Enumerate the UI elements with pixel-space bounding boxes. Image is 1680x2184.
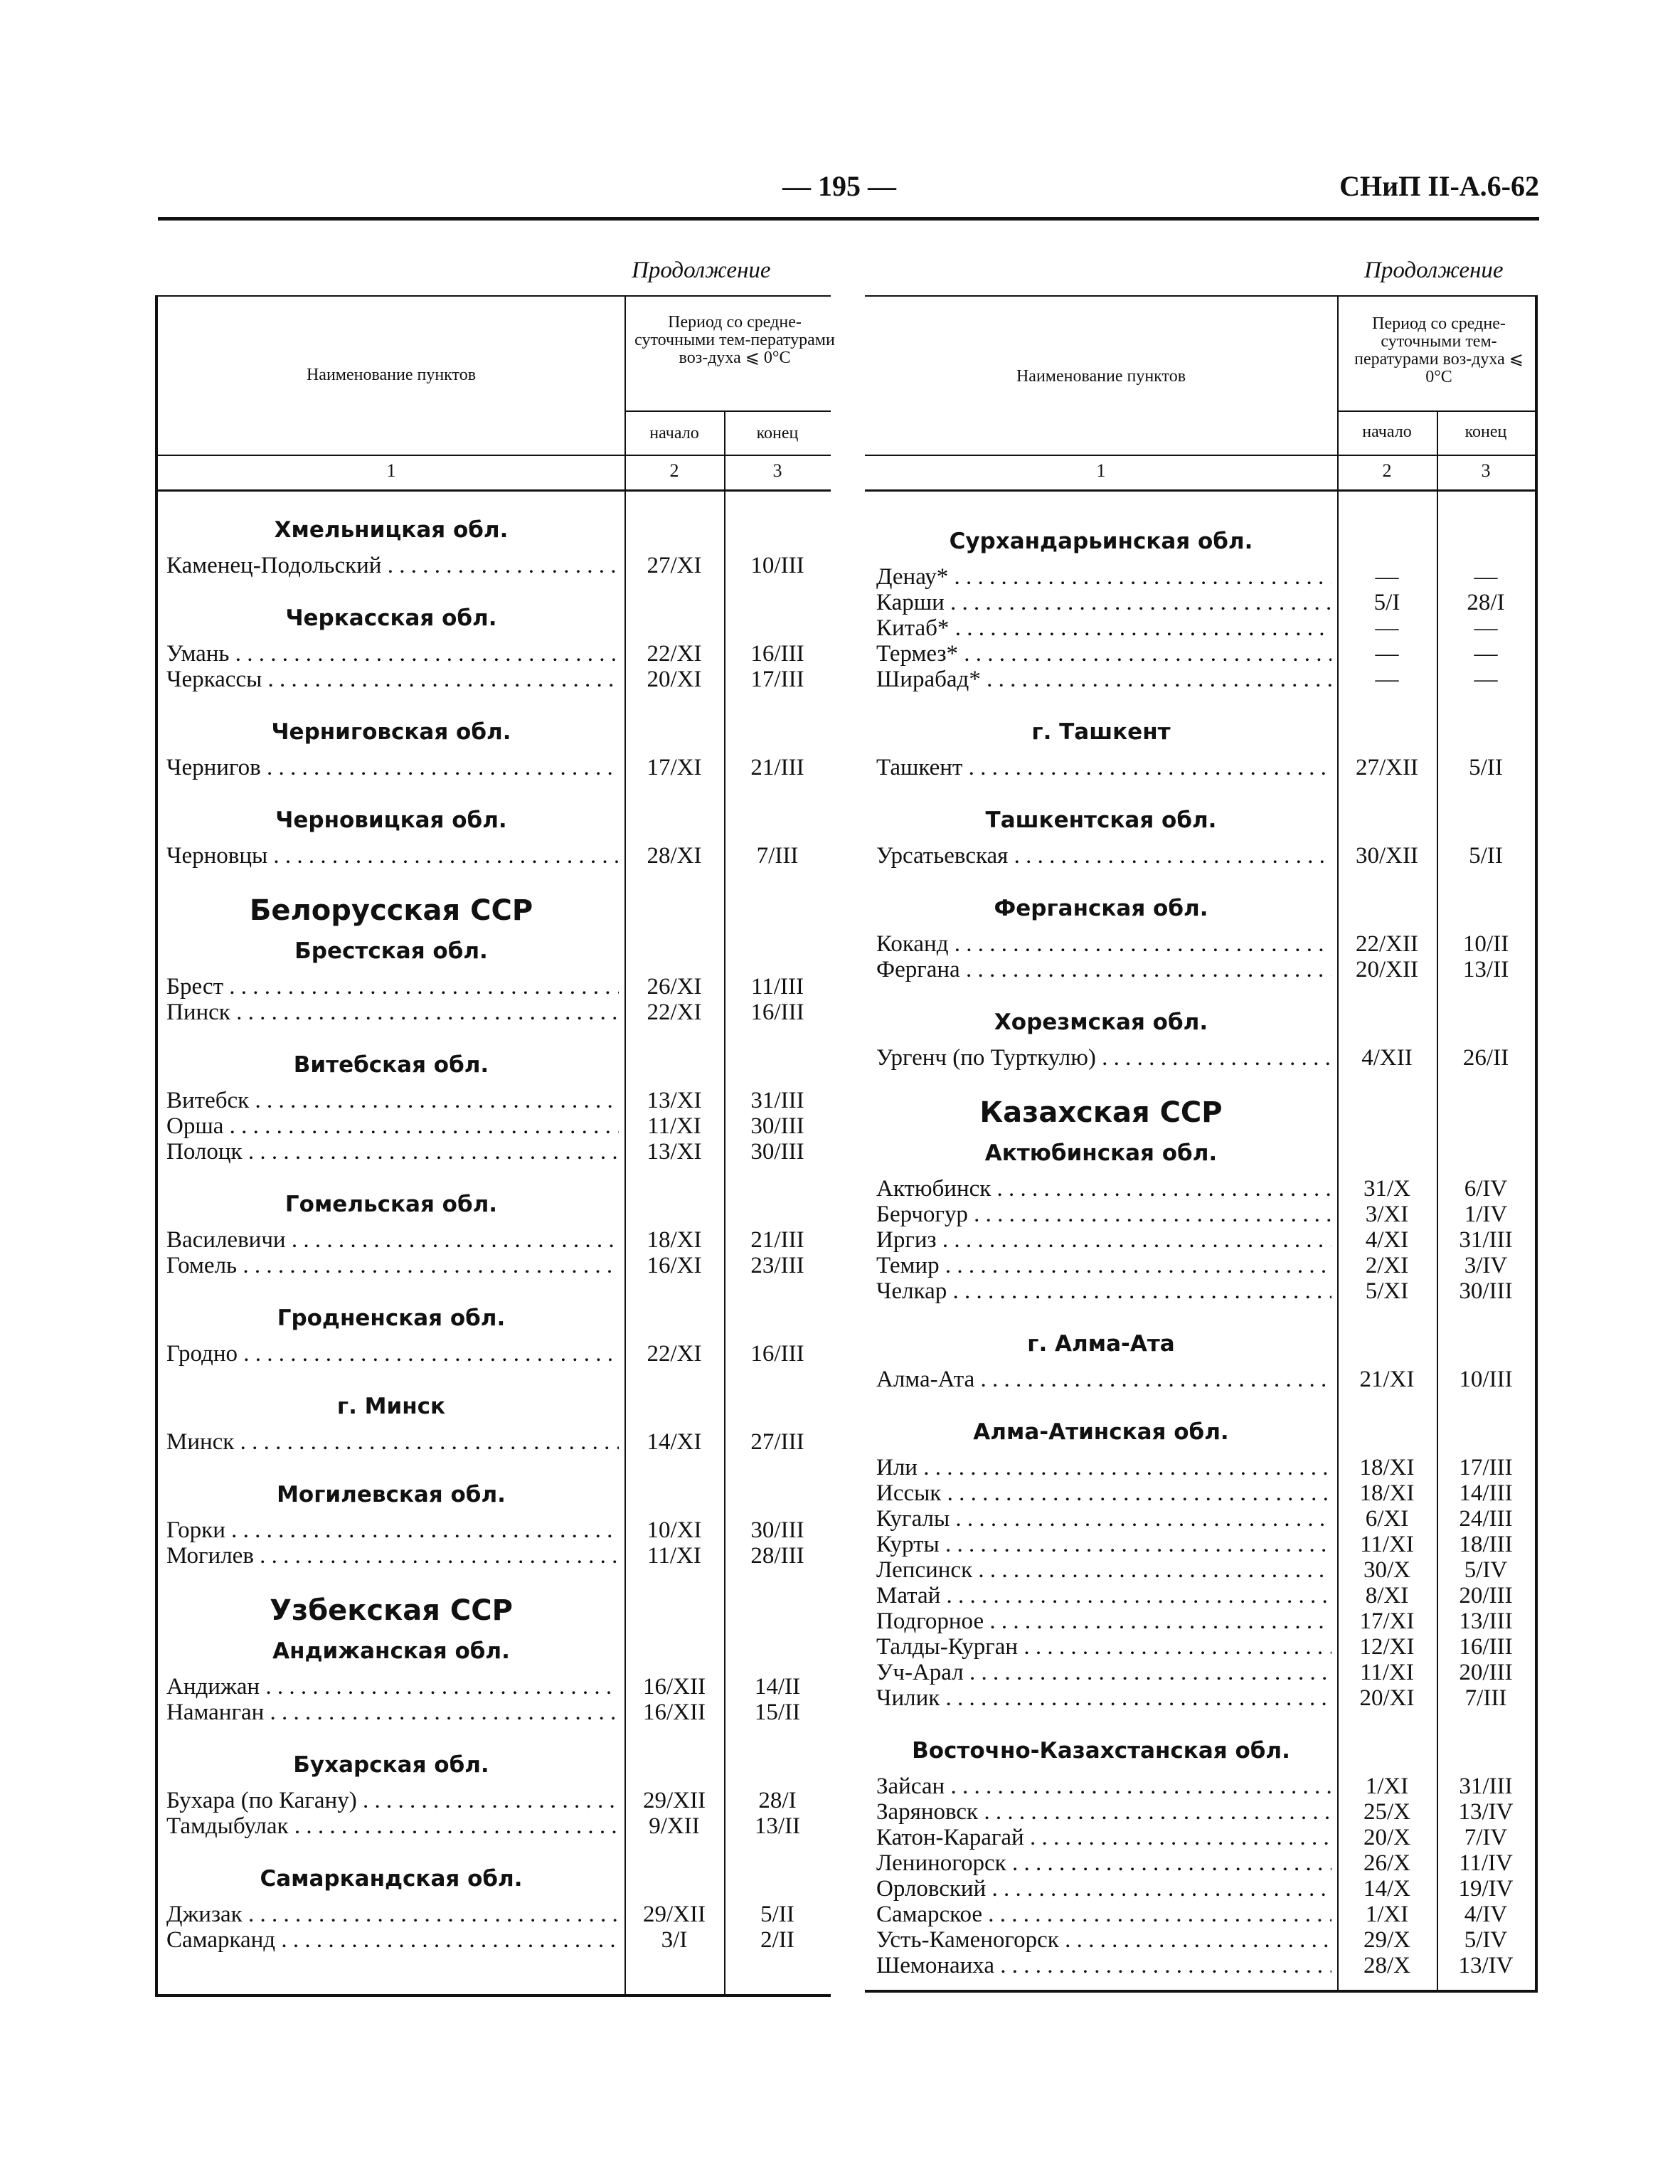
period-start: 2/XI <box>1365 1253 1409 1278</box>
period-end: 13/IV <box>1458 1799 1514 1825</box>
period-end: 5/II <box>760 1902 794 1927</box>
region-heading: Хорезмская обл. <box>994 1009 1208 1035</box>
period-start: 21/XI <box>1359 1367 1415 1392</box>
continuation-label-right: Продолжение <box>1364 258 1504 283</box>
location-name: Ширабад* . . . <box>876 667 1331 693</box>
period-start: 4/XII <box>1361 1045 1413 1071</box>
location-name: Урсатьевская . . . <box>876 843 1331 869</box>
period-end: 31/III <box>1459 1774 1513 1799</box>
location-name: Могилев . . . <box>166 1543 619 1569</box>
period-end: 26/II <box>1462 1045 1509 1071</box>
location-name: Ташкент . . . <box>876 755 1331 781</box>
period-start: 20/XI <box>647 667 702 692</box>
period-start: 16/XI <box>647 1253 702 1278</box>
period-end: 17/III <box>750 667 804 692</box>
location-name: Витебск . . . <box>166 1088 619 1114</box>
location-name: Черновцы . . . <box>166 843 619 869</box>
period-start: 31/X <box>1363 1176 1410 1202</box>
period-end: 16/III <box>750 1341 804 1367</box>
location-name: Орша . . . <box>166 1113 619 1140</box>
period-end: 13/II <box>1462 957 1509 982</box>
period-end: 28/III <box>750 1543 804 1569</box>
period-start: 1/XI <box>1365 1774 1409 1799</box>
period-end: 28/I <box>1467 590 1505 615</box>
period-start: 20/X <box>1363 1825 1410 1850</box>
period-start: 29/XII <box>643 1788 706 1813</box>
period-end: 23/III <box>750 1253 804 1278</box>
location-name: Умань . . . <box>166 641 619 667</box>
col-number-1: 1 <box>1096 460 1106 481</box>
republic-heading: Белорусская ССР <box>249 894 533 927</box>
period-end: 31/III <box>1459 1227 1513 1253</box>
region-heading: Гродненская обл. <box>277 1305 506 1331</box>
col-number-2: 2 <box>669 460 679 481</box>
region-heading: г. Алма-Ата <box>1027 1331 1175 1357</box>
period-start: 28/XI <box>647 843 702 869</box>
period-end: 31/III <box>750 1088 804 1113</box>
region-heading: г. Минск <box>336 1394 446 1419</box>
period-start: 27/XII <box>1356 755 1418 780</box>
period-start: 16/XII <box>643 1700 706 1725</box>
col-header-name: Наименование пунктов <box>306 366 477 384</box>
period-end: 16/III <box>750 641 804 667</box>
location-name: Черкассы . . . <box>166 667 619 693</box>
period-end: 30/III <box>750 1113 804 1139</box>
period-start: 18/XI <box>1359 1455 1415 1480</box>
location-name: Заряновск . . . <box>876 1799 1331 1825</box>
location-name: Пинск . . . <box>166 1000 619 1026</box>
period-end: 27/III <box>750 1429 804 1455</box>
location-name: Подгорное . . . <box>876 1608 1331 1635</box>
period-end: 13/IV <box>1458 1953 1514 1978</box>
period-start: 17/XI <box>1359 1608 1415 1634</box>
location-name: Усть-Каменогорск . . . <box>876 1927 1331 1954</box>
location-name: Фергана . . . <box>876 957 1331 983</box>
location-name: Лениногорск . . . <box>876 1850 1331 1877</box>
period-end: 16/III <box>1459 1634 1513 1660</box>
period-start: 20/XII <box>1356 957 1418 982</box>
period-end: 5/II <box>1469 843 1503 869</box>
location-name: Талды-Курган . . . <box>876 1634 1331 1660</box>
period-start: 9/XII <box>649 1813 700 1839</box>
location-name: Кугалы . . . <box>876 1506 1331 1532</box>
period-end: 24/III <box>1459 1506 1513 1532</box>
period-start: 26/X <box>1363 1850 1410 1876</box>
region-heading: Актюбинская обл. <box>984 1140 1218 1166</box>
location-name: Самарканд . . . <box>166 1927 619 1954</box>
region-heading: Черниговская обл. <box>271 719 511 745</box>
location-name: Иргиз . . . <box>876 1227 1331 1253</box>
period-start: 13/XI <box>647 1088 702 1113</box>
table-left <box>155 295 835 1997</box>
period-end: 30/III <box>750 1517 804 1543</box>
period-start: 25/X <box>1363 1799 1410 1825</box>
period-end: 10/II <box>1462 931 1509 957</box>
region-heading: Черкасская обл. <box>285 605 497 631</box>
region-heading: Брестская обл. <box>294 938 488 964</box>
period-start: 3/I <box>661 1927 688 1953</box>
col-number-3: 3 <box>772 460 782 481</box>
location-name: Коканд . . . <box>876 931 1331 958</box>
period-end: — <box>1474 667 1498 692</box>
location-name: Чилик . . . <box>876 1685 1331 1712</box>
period-end: 15/II <box>754 1700 801 1725</box>
location-name: Полоцк . . . <box>166 1139 619 1165</box>
location-name: Матай . . . <box>876 1583 1331 1609</box>
period-start: 22/XII <box>1356 931 1418 957</box>
period-start: 29/XII <box>643 1902 706 1927</box>
location-name: Денау* . . . <box>876 564 1331 590</box>
period-start: 18/XI <box>647 1227 702 1253</box>
period-start: 27/XI <box>647 553 702 578</box>
location-name: Наманган . . . <box>166 1700 619 1726</box>
period-end: — <box>1474 564 1498 590</box>
location-name: Гродно . . . <box>166 1341 619 1367</box>
location-name: Василевичи . . . <box>166 1227 619 1253</box>
period-start: 3/XI <box>1365 1202 1409 1227</box>
period-start: 12/XI <box>1359 1634 1415 1660</box>
period-end: 30/III <box>1459 1278 1513 1304</box>
location-name: Уч-Арал . . . <box>876 1660 1331 1686</box>
region-heading: Ташкентская обл. <box>985 807 1217 833</box>
region-heading: Витебская обл. <box>293 1052 489 1078</box>
period-start: 6/XI <box>1365 1506 1409 1532</box>
period-end: 7/IV <box>1464 1825 1508 1850</box>
region-heading: г. Ташкент <box>1031 719 1171 745</box>
period-end: — <box>1474 641 1498 667</box>
period-start: 13/XI <box>647 1139 702 1165</box>
col-number-2: 2 <box>1382 460 1392 481</box>
period-end: 5/IV <box>1464 1927 1508 1953</box>
period-end: 19/IV <box>1458 1876 1514 1902</box>
location-name: Каменец-Подольский . . . <box>166 553 619 579</box>
period-start: — <box>1375 615 1399 641</box>
col-header-end: конец <box>1464 423 1507 441</box>
header-rule <box>158 217 1539 221</box>
period-start: 29/X <box>1363 1927 1410 1953</box>
location-name: Гомель . . . <box>166 1253 619 1279</box>
location-name: Челкар . . . <box>876 1278 1331 1305</box>
period-start: 4/XI <box>1365 1227 1409 1253</box>
region-heading: Могилевская обл. <box>277 1482 506 1507</box>
location-name: Или . . . <box>876 1455 1331 1481</box>
period-end: 13/II <box>754 1813 801 1839</box>
location-name: Китаб* . . . <box>876 615 1331 642</box>
period-start: 22/XI <box>647 641 702 667</box>
col-header-name: Наименование пунктов <box>1016 367 1186 386</box>
period-start: 14/XI <box>647 1429 702 1455</box>
period-end: 11/III <box>751 974 804 1000</box>
period-end: 10/III <box>750 553 804 578</box>
col-header-start: начало <box>1362 423 1412 441</box>
period-end: 21/III <box>750 1227 804 1253</box>
period-start: 28/X <box>1363 1953 1410 1978</box>
period-start: 11/XI <box>1360 1660 1414 1685</box>
period-end: 10/III <box>1459 1367 1513 1392</box>
period-end: 30/III <box>750 1139 804 1165</box>
location-name: Тамдыбулак . . . <box>166 1813 619 1840</box>
period-start: 10/XI <box>647 1517 702 1543</box>
region-heading: Сурхандарьинская обл. <box>949 529 1253 554</box>
period-end: 2/II <box>760 1927 794 1953</box>
location-name: Брест . . . <box>166 974 619 1000</box>
location-name: Лепсинск . . . <box>876 1557 1331 1584</box>
col-number-3: 3 <box>1481 460 1491 481</box>
location-name: Актюбинск . . . <box>876 1176 1331 1202</box>
location-name: Минск . . . <box>166 1429 619 1456</box>
period-end: 7/III <box>756 843 799 869</box>
period-start: 17/XI <box>647 755 702 780</box>
location-name: Шемонаиха . . . <box>876 1953 1331 1979</box>
period-end: 3/IV <box>1464 1253 1508 1278</box>
location-name: Термез* . . . <box>876 641 1331 667</box>
continuation-label-left: Продолжение <box>632 258 771 283</box>
location-name: Курты . . . <box>876 1532 1331 1558</box>
period-end: 13/III <box>1459 1608 1513 1634</box>
period-start: 11/XI <box>647 1113 701 1139</box>
location-name: Ургенч (по Турткулю) . . . <box>876 1045 1331 1071</box>
location-name: Джизак . . . <box>166 1902 619 1928</box>
period-end: 14/II <box>754 1674 801 1700</box>
document-code: СНиП II-А.6-62 <box>1339 170 1539 202</box>
period-start: 5/XI <box>1365 1278 1409 1304</box>
period-end: 11/IV <box>1459 1850 1513 1876</box>
period-start: — <box>1375 564 1399 590</box>
region-heading: Самаркандская обл. <box>260 1866 523 1892</box>
location-name: Алма-Ата . . . <box>876 1367 1331 1393</box>
location-name: Зайсан . . . <box>876 1774 1331 1800</box>
region-heading: Алма-Атинская обл. <box>973 1419 1229 1445</box>
col-header-end: конец <box>756 424 799 442</box>
location-name: Горки . . . <box>166 1517 619 1544</box>
period-start: 30/XII <box>1356 843 1418 869</box>
republic-heading: Казахская ССР <box>979 1096 1223 1129</box>
col-header-period: Период со средне-суточными тем-пературами воз-духа ⩽ 0°С <box>1354 314 1524 386</box>
period-start: 11/XI <box>1360 1532 1414 1557</box>
period-start: 16/XII <box>643 1674 706 1700</box>
col-number-1: 1 <box>386 460 396 481</box>
period-end: 20/III <box>1459 1660 1513 1685</box>
location-name: Берчогур . . . <box>876 1202 1331 1228</box>
region-heading: Ферганская обл. <box>994 896 1208 921</box>
location-name: Карши . . . <box>876 590 1331 616</box>
location-name: Самарское . . . <box>876 1902 1331 1928</box>
period-end: 7/III <box>1464 1685 1507 1711</box>
location-name: Катон-Карагай . . . <box>876 1825 1331 1851</box>
period-end: 5/IV <box>1464 1557 1508 1583</box>
period-end: 21/III <box>750 755 804 780</box>
region-heading: Черновицкая обл. <box>275 807 507 833</box>
period-start: 20/XI <box>1359 1685 1415 1711</box>
period-start: 8/XI <box>1365 1583 1409 1608</box>
period-end: 6/IV <box>1464 1176 1508 1202</box>
period-start: 1/XI <box>1365 1902 1409 1927</box>
region-heading: Андижанская обл. <box>272 1638 510 1664</box>
period-start: 5/I <box>1373 590 1400 615</box>
period-end: 20/III <box>1459 1583 1513 1608</box>
period-end: 1/IV <box>1464 1202 1508 1227</box>
period-start: — <box>1375 667 1399 692</box>
location-name: Андижан . . . <box>166 1674 619 1700</box>
period-end: 5/II <box>1469 755 1503 780</box>
period-start: 26/XI <box>647 974 702 1000</box>
period-start: 22/XI <box>647 1000 702 1025</box>
period-end: 28/I <box>758 1788 797 1813</box>
location-name: Темир . . . <box>876 1253 1331 1279</box>
period-start: 14/X <box>1363 1876 1410 1902</box>
region-heading: Бухарская обл. <box>293 1752 489 1778</box>
table-right <box>865 295 1538 1993</box>
location-name: Иссык . . . <box>876 1480 1331 1507</box>
col-header-start: начало <box>649 424 699 442</box>
period-end: 16/III <box>750 1000 804 1025</box>
location-name: Бухара (по Кагану) . . . <box>166 1788 619 1814</box>
period-end: 17/III <box>1459 1455 1513 1480</box>
period-end: 4/IV <box>1464 1902 1508 1927</box>
period-start: 18/XI <box>1359 1480 1415 1506</box>
period-start: 11/XI <box>647 1543 701 1569</box>
col-header-period: Период со средне-суточными тем-пературами воз-духа ⩽ 0°С <box>634 313 835 367</box>
region-heading: Хмельницкая обл. <box>274 517 509 543</box>
period-start: 30/X <box>1363 1557 1410 1583</box>
location-name: Чернигов . . . <box>166 755 619 781</box>
period-start: — <box>1375 641 1399 667</box>
period-end: — <box>1474 615 1498 641</box>
region-heading: Восточно-Казахстанская обл. <box>912 1738 1290 1764</box>
location-name: Орловский . . . <box>876 1876 1331 1902</box>
page-number: — 195 — <box>782 170 896 202</box>
republic-heading: Узбекская ССР <box>270 1594 513 1627</box>
period-end: 14/III <box>1459 1480 1513 1506</box>
period-end: 18/III <box>1459 1532 1513 1557</box>
region-heading: Гомельская обл. <box>285 1192 498 1217</box>
period-start: 22/XI <box>647 1341 702 1367</box>
